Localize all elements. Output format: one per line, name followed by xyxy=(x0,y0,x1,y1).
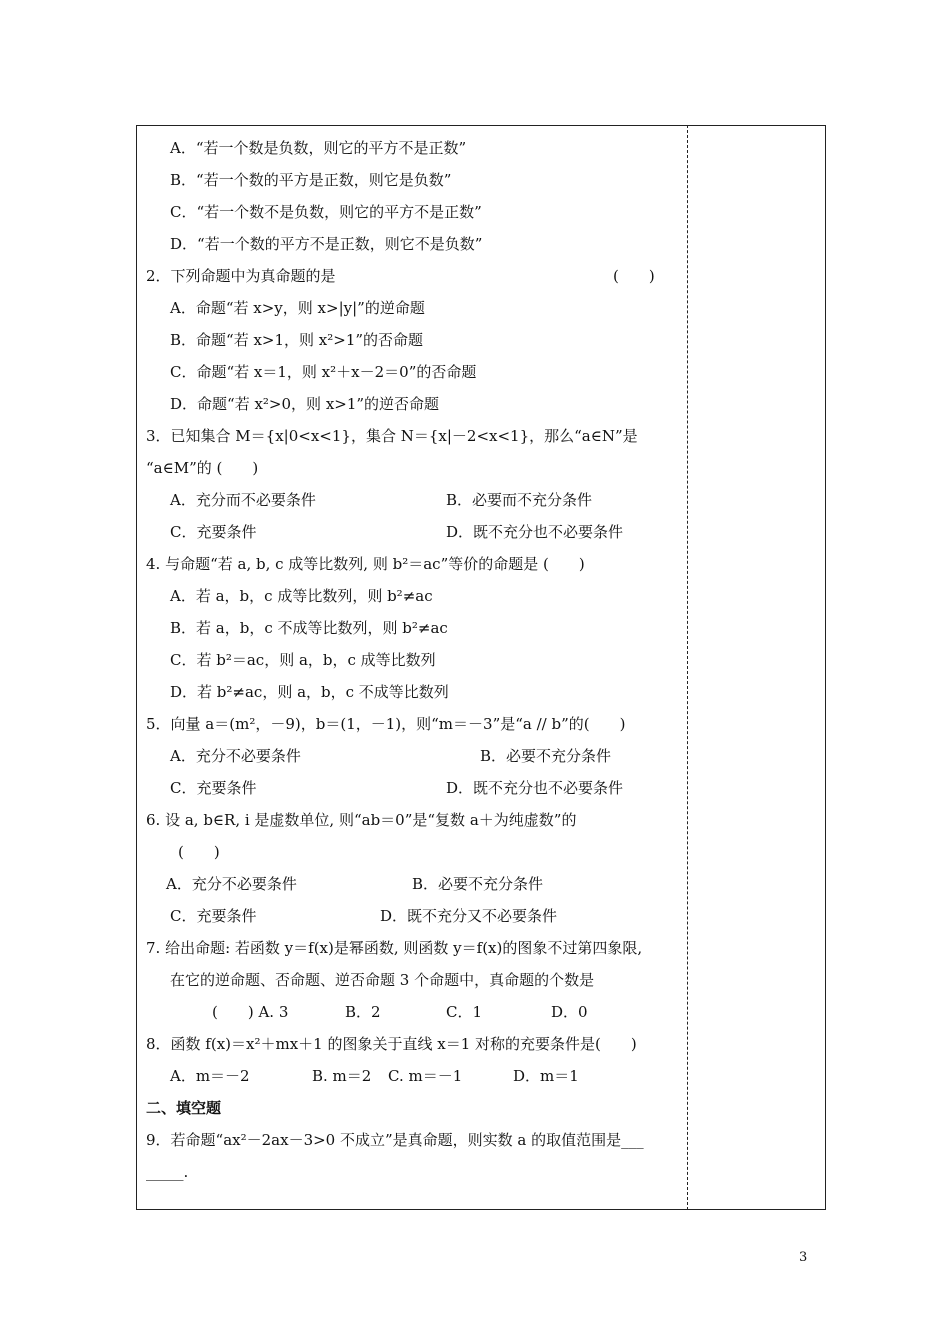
text-line: C．充要条件 xyxy=(170,779,257,797)
text-line: ( ) xyxy=(613,267,655,285)
text-line: A．命题“若 x>y，则 x>|y|”的逆命题 xyxy=(170,299,425,317)
text-line: C．若 b²＝ac，则 a，b，c 成等比数列 xyxy=(170,651,436,669)
text-line: C．充要条件 xyxy=(170,523,257,541)
text-line: D．若 b²≠ac，则 a，b，c 不成等比数列 xyxy=(170,683,449,701)
text-line: C．“若一个数不是负数，则它的平方不是正数” xyxy=(170,203,482,221)
text-line: D．既不充分又不必要条件 xyxy=(380,907,558,925)
text-line: A．若 a，b，c 成等比数列，则 b²≠ac xyxy=(170,587,433,605)
text-line: 5．向量 a＝(m²，－9)，b＝(1，－1)，则“m＝－3”是“a // b”的( ) xyxy=(146,715,626,733)
text-line: “a∈M”的 ( ) xyxy=(146,459,259,477)
text-line: A．充分不必要条件 xyxy=(170,747,301,765)
text-line: D．“若一个数的平方不是正数，则它不是负数” xyxy=(170,235,483,253)
question-9-line-2: _____. xyxy=(146,1163,189,1181)
text-line: A．充分而不必要条件 xyxy=(170,491,316,509)
text-line: B．必要不充分条件 xyxy=(480,747,612,765)
text-line: 7. 给出命题: 若函数 y＝f(x)是幂函数, 则函数 y＝f(x)的图象不过第四象限, xyxy=(146,939,643,957)
text-line: C．充要条件 xyxy=(170,907,257,925)
text-line: 3．已知集合 M＝{x|0<x<1}，集合 N＝{x|－2<x<1}，那么“a∈N”是 xyxy=(146,427,638,445)
text-line: ( ) xyxy=(178,843,220,861)
text-line: D．既不充分也不必要条件 xyxy=(446,779,624,797)
text-line: B．必要而不充分条件 xyxy=(446,491,593,509)
text-line: C．1 xyxy=(446,1003,483,1021)
text-line: D．既不充分也不必要条件 xyxy=(446,523,624,541)
text-line: 在它的逆命题、否命题、逆否命题 3 个命题中，真命题的个数是 xyxy=(170,971,595,989)
text-line: B．必要不充分条件 xyxy=(412,875,544,893)
text-line: B．命题“若 x>1，则 x²>1”的否命题 xyxy=(170,331,424,349)
text-line: D．命题“若 x²>0，则 x>1”的逆否命题 xyxy=(170,395,440,413)
text-line: B. m＝2 xyxy=(312,1067,372,1085)
text-line: 6. 设 a, b∈R, i 是虚数单位, 则“ab＝0”是“复数 a＋为纯虚数”的 xyxy=(146,811,577,829)
text-line: ( ) A. 3 xyxy=(212,1003,289,1021)
text-line: A．m＝－2 xyxy=(170,1067,250,1085)
text-line: C. m＝－1 xyxy=(388,1067,463,1085)
text-line: B．若 a，b，c 不成等比数列，则 b²≠ac xyxy=(170,619,448,637)
page-number: 3 xyxy=(799,1250,808,1265)
text-line: B．“若一个数的平方是正数，则它是负数” xyxy=(170,171,452,189)
text-line: B．2 xyxy=(345,1003,381,1021)
text-line: D．m＝1 xyxy=(513,1067,579,1085)
text-line: D．0 xyxy=(551,1003,588,1021)
text-line: A．“若一个数是负数，则它的平方不是正数” xyxy=(170,139,467,157)
section-heading: 二、填空题 xyxy=(146,1099,222,1117)
text-line: 8．函数 f(x)＝x²＋mx＋1 的图象关于直线 x＝1 对称的充要条件是( ) xyxy=(146,1035,637,1053)
question-9-line-1: 9．若命题“ax²－2ax－3>0 不成立”是真命题，则实数 a 的取值范围是___ xyxy=(146,1131,644,1149)
text-line: C．命题“若 x＝1，则 x²＋x－2＝0”的否命题 xyxy=(170,363,477,381)
text-line: 4. 与命题“若 a, b, c 成等比数列, 则 b²＝ac”等价的命题是 ( ) xyxy=(146,555,585,573)
text-line: A．充分不必要条件 xyxy=(166,875,297,893)
text-line: 2．下列命题中为真命题的是 xyxy=(146,267,336,285)
